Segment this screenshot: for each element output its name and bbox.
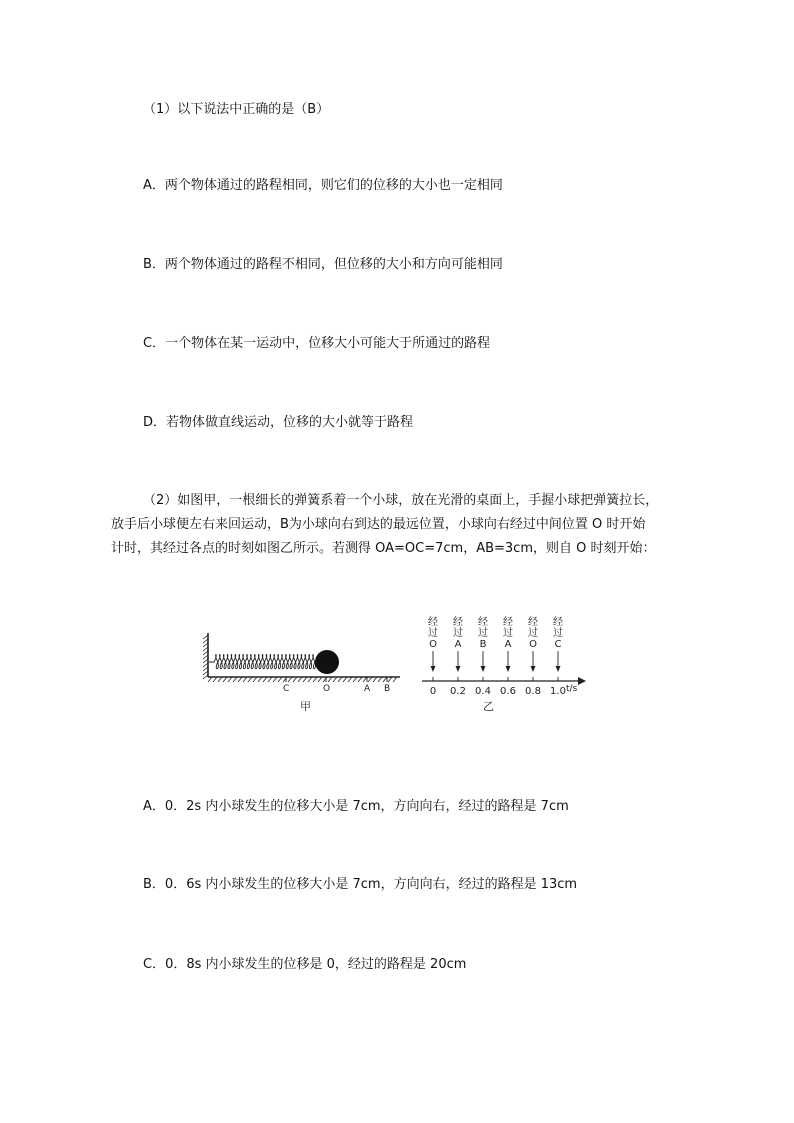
- event-label: 经: [478, 617, 488, 628]
- time-tick-label: 0.4: [475, 686, 491, 697]
- hatch-stroke: [243, 677, 247, 682]
- question-1-option-d: D．若物体做直线运动，位移的大小就等于路程: [143, 415, 414, 430]
- hatch-stroke: [208, 677, 212, 682]
- hatch-stroke: [338, 677, 342, 682]
- event-label: O: [529, 639, 537, 650]
- event-label: 经: [553, 617, 563, 628]
- hatch-stroke: [343, 677, 347, 682]
- position-label-b: B: [384, 684, 391, 694]
- hatch-stroke: [328, 677, 332, 682]
- question-2-option-c: C．0．8s 内小球发生的位移是 0，经过的路程是 20cm: [143, 957, 467, 972]
- question-2-stem-line-1: （2）如图甲，一根细长的弹簧系着一个小球，放在光滑的桌面上，手握小球把弹簧拉长，: [143, 493, 659, 508]
- question-1-option-c: C．一个物体在某一运动中，位移大小可能大于所通过的路程: [143, 336, 491, 351]
- event-label: 过: [528, 628, 538, 639]
- event-arrow-head: [506, 666, 511, 672]
- position-markers: [283, 677, 390, 694]
- event-arrow-head: [481, 666, 486, 672]
- hatch-stroke: [298, 677, 302, 682]
- question-1-stem: （1）以下说法中正确的是（B）: [143, 102, 330, 117]
- floor-hatch: [208, 677, 397, 682]
- hatch-stroke: [388, 677, 392, 682]
- hatch-stroke: [268, 677, 272, 682]
- time-tick-label: 0.2: [450, 686, 466, 697]
- event-label: 过: [453, 628, 463, 639]
- event-label: A: [454, 639, 462, 650]
- event-label: 经: [528, 617, 538, 628]
- event-label: 经: [453, 617, 463, 628]
- question-2-stem-line-2: 放手后小球便左右来回运动，B为小球向右到达的最远位置，小球向右经过中间位置 O 时开始: [111, 517, 646, 532]
- time-axis-arrow: [578, 677, 586, 685]
- event-label: B: [479, 639, 487, 650]
- event-label: 过: [478, 628, 488, 639]
- event-label: 过: [503, 628, 513, 639]
- time-tick-label: 0.6: [500, 686, 516, 697]
- caption-yi: 乙: [483, 700, 494, 713]
- time-tick-label: 1.0: [550, 686, 566, 697]
- event-label: 经: [503, 617, 513, 628]
- event-label: A: [504, 639, 512, 650]
- hatch-stroke: [293, 677, 297, 682]
- position-label-c: C: [283, 684, 290, 694]
- figure-yi: [422, 616, 586, 713]
- hatch-stroke: [333, 677, 337, 682]
- hatch-stroke: [313, 677, 317, 682]
- hatch-stroke: [318, 677, 322, 682]
- event-arrow-head: [531, 666, 536, 672]
- caption-jia: 甲: [300, 700, 311, 713]
- hatch-stroke: [303, 677, 307, 682]
- hatch-stroke: [348, 677, 352, 682]
- event-label: 过: [553, 628, 563, 639]
- figure-svg: [200, 605, 595, 720]
- position-label-a: A: [364, 684, 371, 694]
- question-1-option-b: B．两个物体通过的路程不相同，但位移的大小和方向可能相同: [143, 257, 503, 272]
- hatch-stroke: [288, 677, 292, 682]
- figure-jia: [203, 633, 400, 713]
- event-arrow-head: [456, 666, 461, 672]
- question-1-option-a: A．两个物体通过的路程相同，则它们的位移的大小也一定相同: [143, 178, 503, 193]
- hatch-stroke: [368, 677, 372, 682]
- hatch-stroke: [248, 677, 252, 682]
- hatch-stroke: [263, 677, 267, 682]
- hatch-stroke: [363, 677, 367, 682]
- hatch-stroke: [378, 677, 382, 682]
- hatch-stroke: [258, 677, 262, 682]
- time-tick-label: 0: [429, 686, 437, 697]
- event-label: O: [429, 639, 437, 650]
- time-tick-label: 0.8: [525, 686, 541, 697]
- hatch-stroke: [253, 677, 257, 682]
- event-arrow-head: [556, 666, 561, 672]
- ball: [315, 650, 339, 674]
- hatch-stroke: [278, 677, 282, 682]
- event-arrow-head: [431, 666, 436, 672]
- question-2-option-b: B．0．6s 内小球发生的位移大小是 7cm，方向向右，经过的路程是 13cm: [143, 877, 578, 892]
- hatch-stroke: [393, 677, 397, 682]
- time-events: [428, 616, 566, 697]
- question-2-stem-line-3: 计时，其经过各点的时刻如图乙所示。若测得 OA=OC=7cm，AB=3cm，则自 O 时刻开始：: [111, 541, 656, 556]
- hatch-stroke: [238, 677, 242, 682]
- event-label: 经: [428, 617, 438, 628]
- hatch-stroke: [218, 677, 222, 682]
- hatch-stroke: [358, 677, 362, 682]
- hatch-stroke: [213, 677, 217, 682]
- hatch-stroke: [353, 677, 357, 682]
- question-2-option-a: A．0．2s 内小球发生的位移大小是 7cm，方向向右，经过的路程是 7cm: [143, 799, 569, 814]
- event-label: C: [554, 639, 562, 650]
- hatch-stroke: [373, 677, 377, 682]
- hatch-stroke: [273, 677, 277, 682]
- question-2-stem: [111, 489, 658, 561]
- hatch-stroke: [383, 677, 387, 682]
- motion-figure: [200, 605, 595, 720]
- position-label-o: O: [323, 684, 331, 694]
- hatch-stroke: [308, 677, 312, 682]
- hatch-stroke: [233, 677, 237, 682]
- spring-coil: [209, 655, 315, 669]
- hatch-stroke: [228, 677, 232, 682]
- hatch-stroke: [223, 677, 227, 682]
- event-label: 过: [428, 628, 438, 639]
- time-axis-unit: t/s: [566, 684, 578, 694]
